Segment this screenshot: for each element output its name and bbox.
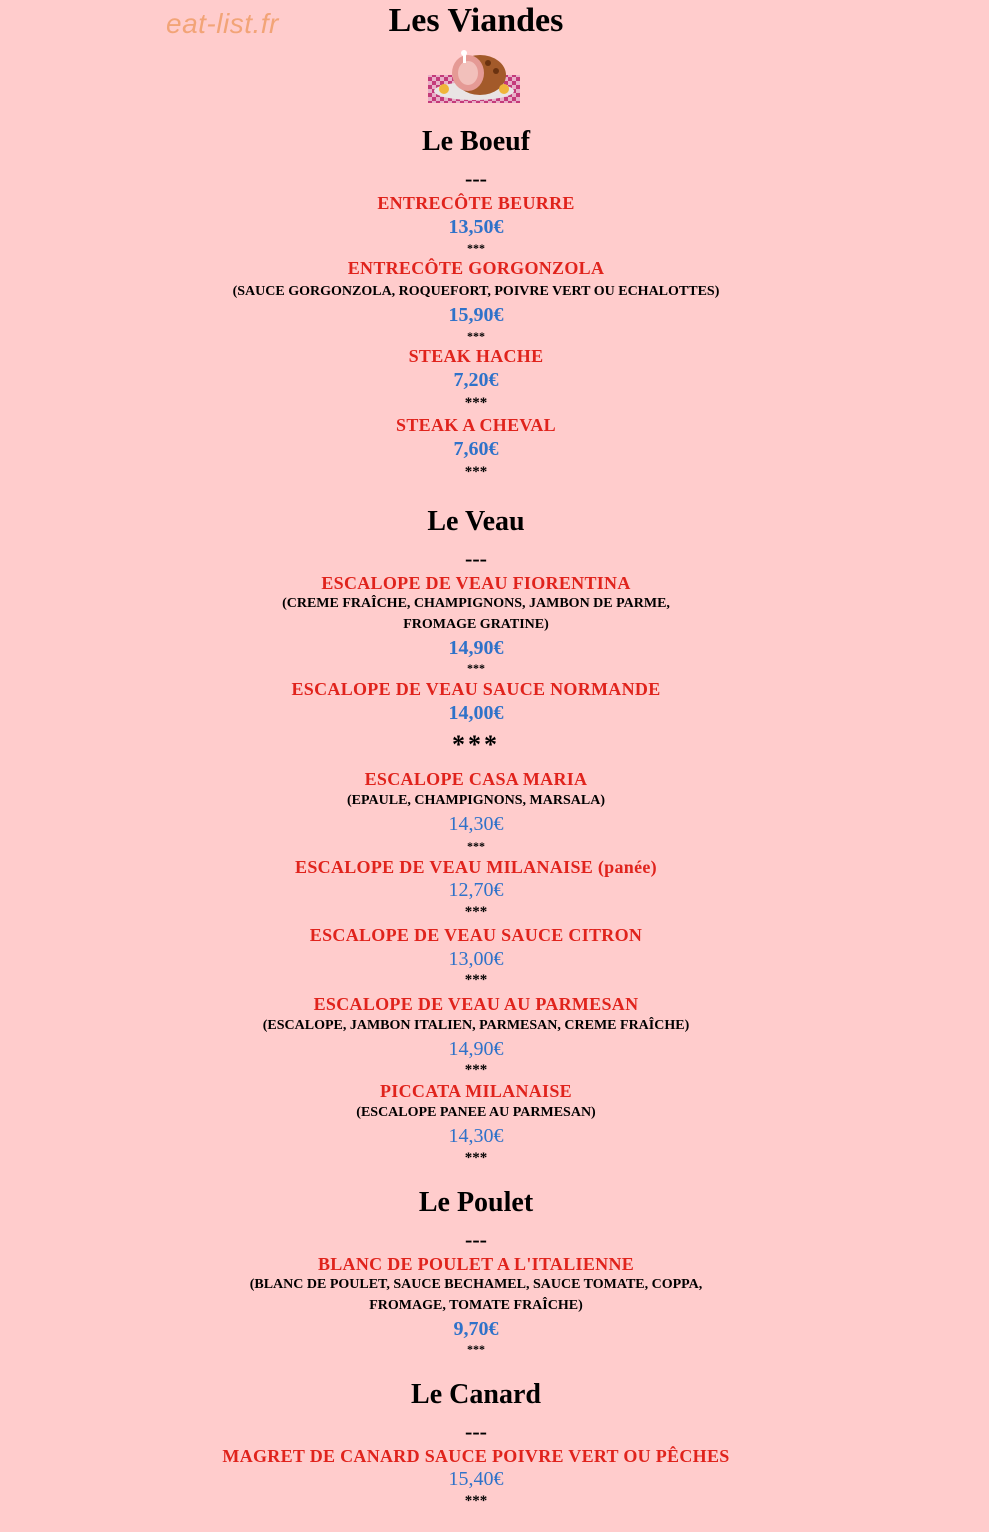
separator: ***	[467, 839, 485, 853]
dish-name: ENTRECÔTE GORGONZOLA	[347, 258, 605, 278]
separator: ***	[464, 1062, 488, 1078]
dish-name: ESCALOPE DE VEAU AU PARMESAN	[313, 994, 639, 1014]
dish-price: 12,70€	[448, 879, 504, 901]
dish-name: PICCATA MILANAISE	[380, 1081, 572, 1101]
dish-price: 14,90€	[448, 1038, 504, 1060]
dish-price: 7,20€	[453, 369, 499, 391]
page-title: Les Viandes	[388, 2, 564, 39]
dish-name: STEAK HACHE	[408, 346, 544, 366]
dish-price: 7,60€	[453, 438, 499, 460]
roast-ham-icon	[428, 45, 520, 103]
dish-description-line2: FROMAGE, TOMATE FRAÎCHE)	[369, 1298, 583, 1313]
dish-price: 15,90€	[448, 304, 504, 326]
separator: ***	[464, 395, 488, 411]
dish-price: 14,30€	[448, 813, 504, 835]
separator: ***	[467, 661, 485, 675]
dish-name: ESCALOPE DE VEAU FIORENTINA	[321, 573, 631, 593]
dish-name: ESCALOPE DE VEAU SAUCE CITRON	[309, 925, 643, 945]
separator: ***	[467, 1342, 485, 1356]
dish-description-line2: FROMAGE GRATINE)	[403, 617, 549, 632]
dish-price: 14,90€	[448, 637, 504, 659]
dish-name: STEAK A CHEVAL	[396, 415, 556, 435]
dish-price: 13,50€	[448, 216, 504, 238]
dish-price: 14,00€	[448, 702, 504, 724]
section-dash: ---	[465, 546, 487, 571]
dish-description: (ESCALOPE PANEE AU PARMESAN)	[356, 1105, 596, 1120]
dish-name: ESCALOPE CASA MARIA	[364, 769, 588, 789]
dish-name: ESCALOPE DE VEAU MILANAISE (panée)	[295, 857, 657, 877]
dish-description: (BLANC DE POULET, SAUCE BECHAMEL, SAUCE TOMATE, COPPA,	[249, 1277, 703, 1292]
section-dash: ---	[465, 166, 487, 191]
dish-description: (ESCALOPE, JAMBON ITALIEN, PARMESAN, CREME FRAÎCHE)	[262, 1018, 690, 1033]
section-title-boeuf: Le Boeuf	[421, 126, 531, 157]
dish-description: (EPAULE, CHAMPIGNONS, MARSALA)	[347, 793, 605, 808]
separator: ***	[452, 730, 500, 759]
separator: ***	[464, 972, 488, 988]
separator: ***	[467, 329, 485, 343]
dish-description: (SAUCE GORGONZOLA, ROQUEFORT, POIVRE VERT OU ECHALOTTES)	[232, 284, 720, 299]
section-dash: ---	[465, 1419, 487, 1444]
dish-price: 9,70€	[453, 1318, 499, 1340]
separator: ***	[464, 464, 488, 480]
watermark: eat-list.fr	[166, 8, 279, 39]
separator: ***	[464, 1493, 488, 1509]
dish-description: (CREME FRAÎCHE, CHAMPIGNONS, JAMBON DE PARME,	[282, 596, 670, 611]
section-title-canard: Le Canard	[411, 1379, 541, 1410]
dish-name: BLANC DE POULET A L'ITALIENNE	[317, 1254, 635, 1274]
separator: ***	[467, 241, 485, 255]
dish-price: 13,00€	[448, 948, 504, 970]
dish-price: 15,40€	[448, 1468, 504, 1490]
separator: ***	[464, 1150, 488, 1166]
section-title-poulet: Le Poulet	[418, 1187, 534, 1218]
dish-name: ENTRECÔTE BEURRE	[377, 193, 575, 213]
dish-price: 14,30€	[448, 1125, 504, 1147]
section-dash: ---	[465, 1227, 487, 1252]
separator: ***	[464, 904, 488, 920]
dish-name: ESCALOPE DE VEAU SAUCE NORMANDE	[291, 679, 661, 699]
dish-name: MAGRET DE CANARD SAUCE POIVRE VERT OU PÊCHES	[222, 1446, 730, 1466]
section-title-veau: Le Veau	[427, 506, 525, 537]
